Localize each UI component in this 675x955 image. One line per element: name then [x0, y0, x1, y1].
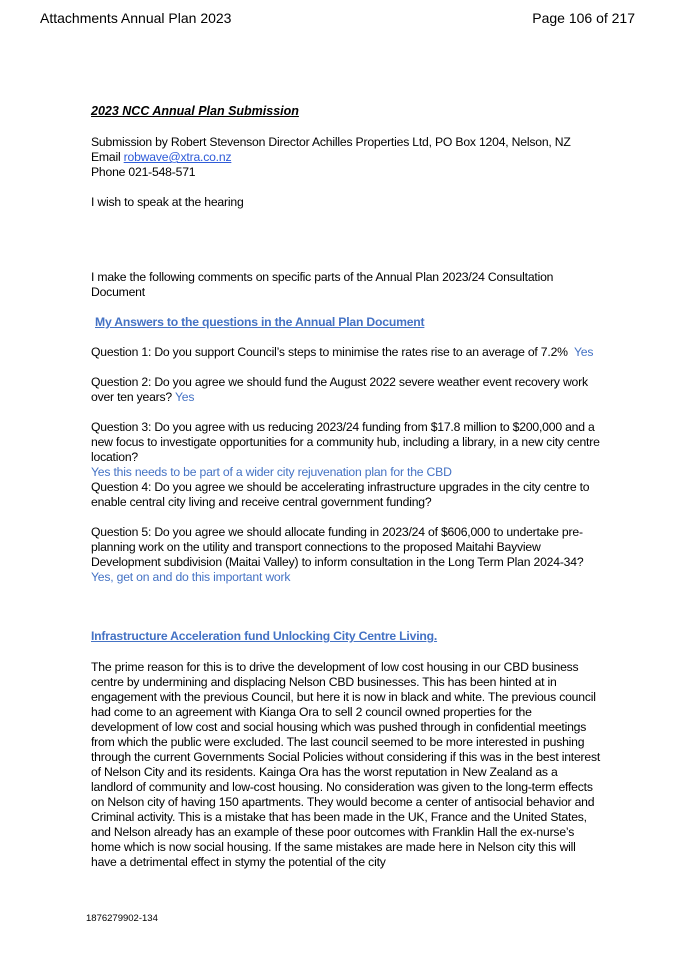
- question-1-answer: Yes: [573, 345, 594, 359]
- submission-title: 2023 NCC Annual Plan Submission: [91, 104, 299, 118]
- header-page-number: Page 106 of 217: [532, 10, 635, 26]
- question-4-text: Question 4: Do you agree we should be accelerating infrastructure upgrades in the city centre to enable central city living and receive central government funding?: [91, 480, 590, 509]
- phone-line: Phone 021-548-571: [91, 165, 196, 179]
- answers-heading-text: My Answers to the questions in the Annual Plan Document: [95, 315, 425, 329]
- answers-heading: [95, 315, 605, 330]
- question-2: [91, 375, 601, 405]
- intro-statement: I make the following comments on specific parts of the Annual Plan 2023/24 Consultation Document: [91, 270, 554, 299]
- speak-statement: I wish to speak at the hearing: [91, 195, 244, 209]
- submitter-details: [91, 135, 601, 180]
- question-3-answer: Yes this needs to be part of a wider city rejuvenation plan for the CBD: [91, 465, 452, 479]
- submitter-line: Submission by Robert Stevenson Director Achilles Properties Ltd, PO Box 1204, Nelson, NZ: [91, 135, 571, 149]
- question-4: [91, 480, 601, 510]
- question-2-answer: Yes: [174, 390, 195, 404]
- infra-heading-text: Infrastructure Acceleration fund Unlocking City Centre Living.: [91, 629, 438, 643]
- question-5-answer: Yes, get on and do this important work: [91, 570, 291, 584]
- question-1-text: Question 1: Do you support Council’s steps to minimise the rates rise to an average of 7.2%: [91, 345, 568, 359]
- question-2-text: Question 2: Do you agree we should fund the August 2022 severe weather event recovery work over ten years?: [91, 375, 588, 404]
- question-3-text: Question 3: Do you agree with us reducing 2023/24 funding from $17.8 million to $200,000 and a new focus to investigate opportunities for a community hub, including a library, in a new city centre location?: [91, 420, 600, 464]
- question-3: [91, 420, 601, 480]
- question-5-text: Question 5: Do you agree we should allocate funding in 2023/24 of $606,000 to undertake pre-planning work on the utility and transport connections to the proposed Maitahi Bayview Development subdivision (Maitai Valley) to inform consultation in the Long Term Plan 2024-34?: [91, 525, 584, 569]
- infra-body: The prime reason for this is to drive the development of low cost housing in our CBD business centre by undermining and displacing Nelson CBD businesses. This has been hinted at in engagement with the previous Council, but here it is now in black and white. The previous council had come to an agreement with Kianga Ora to sell 2 council owned properties for the development of low cost and social housing which was pushed through in confidential meetings from which the public were excluded. The last council seemed to be more interested in pushing through the current Governments Social Policies without considering if this was in the best interest of Nelson City and its residents. Kainga Ora has the worst reputation in New Zealand as a landlord of community and low-cost housing. No consideration was given to the long-term effects on Nelson city of having 150 apartments. They would become a center of antisocial behavior and Criminal activity. This is a mistake that has been made in the UK, France and the United States, and Nelson already has an example of these poor outcomes with Franklin Hall the ex-nurse’s home which is now social housing. If the same mistakes are made here in Nelson city this will have a detrimental effect in stymy the potential of the city: [91, 660, 601, 869]
- document-reference: 1876279902-134: [86, 913, 158, 924]
- header-document-title: Attachments Annual Plan 2023: [40, 10, 232, 26]
- question-1: [91, 345, 601, 360]
- question-5: [91, 525, 601, 585]
- email-line: [91, 150, 601, 165]
- email-label: Email: [91, 150, 124, 164]
- email-link[interactable]: robwave@xtra.co.nz: [123, 150, 232, 164]
- infra-heading: [91, 629, 601, 644]
